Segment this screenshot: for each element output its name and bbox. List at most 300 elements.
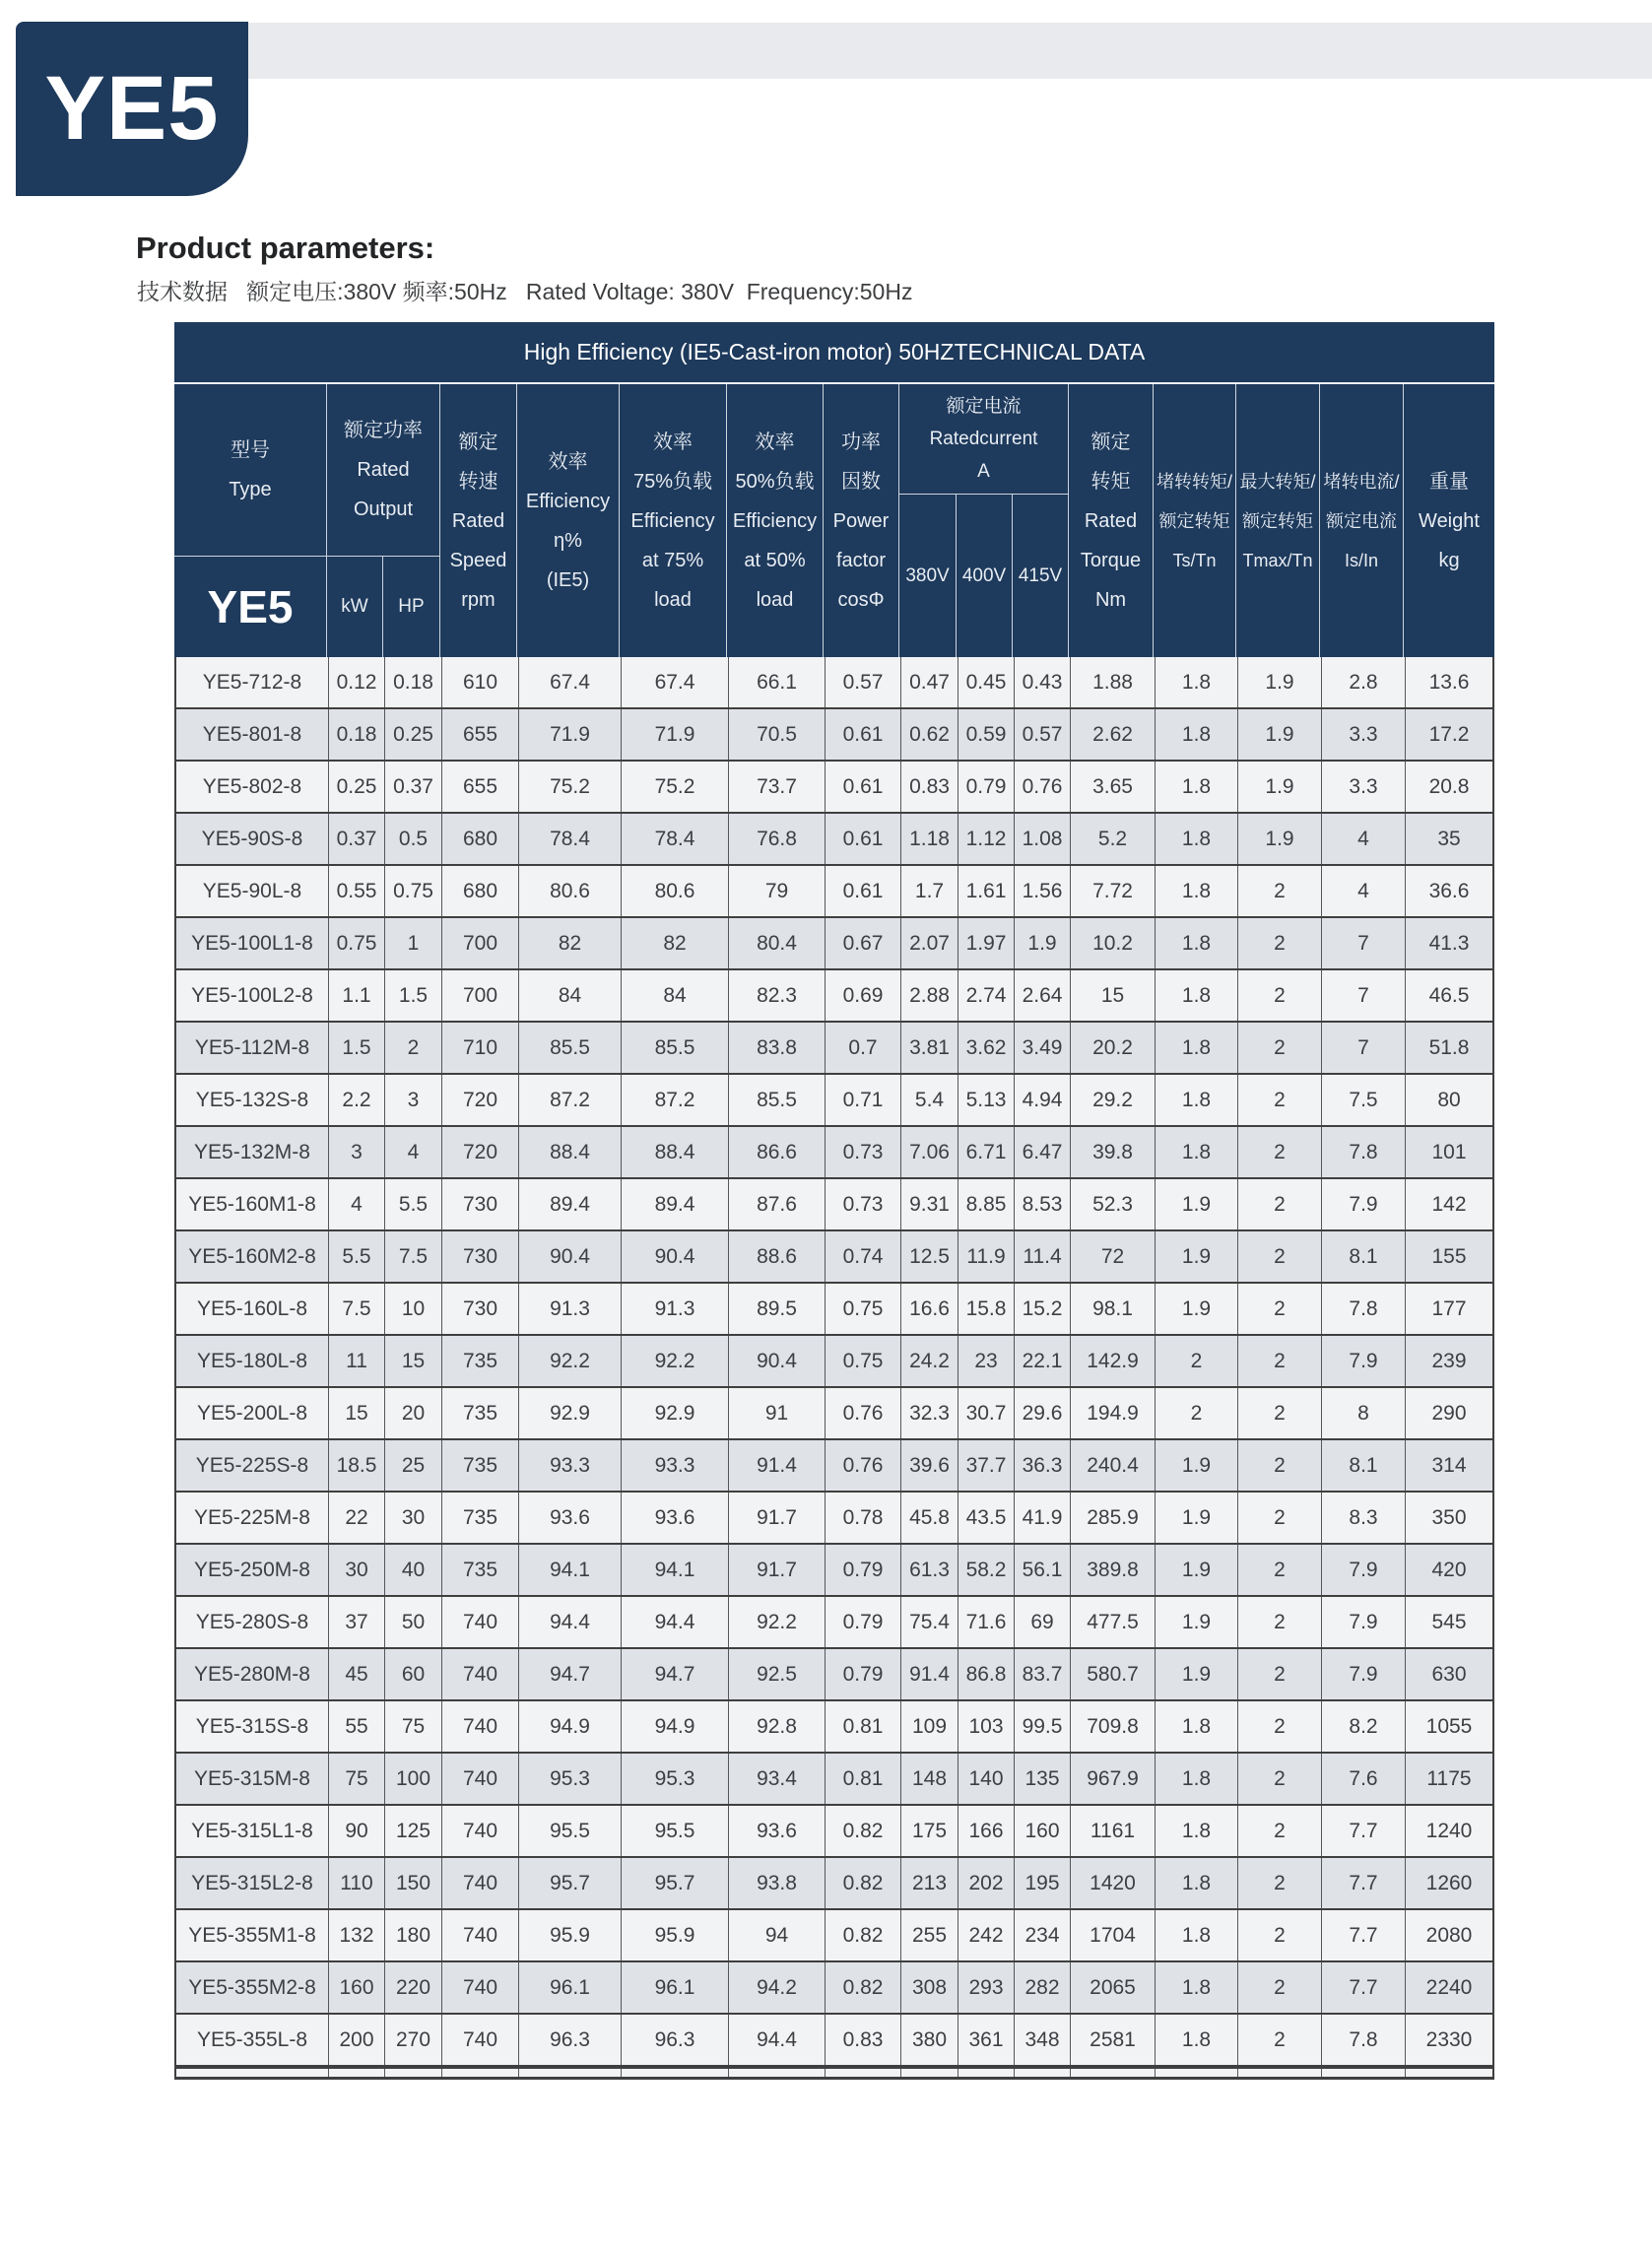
cell: 2.64 (1014, 970, 1070, 1021)
cell: YE5-200L-8 (196, 1401, 308, 1425)
cell: 24.2 (900, 1336, 958, 1386)
cell: 95.7 (621, 1858, 728, 1908)
cell: 80.6 (518, 866, 621, 916)
cell: YE5-355L-8 (196, 2027, 308, 2051)
cell: 2.62 (1070, 709, 1155, 760)
cell: 180 (384, 1910, 441, 1960)
cell: 5.4 (900, 1075, 958, 1125)
cell: 2 (1155, 1388, 1237, 1438)
cell: 1.5 (384, 970, 441, 1021)
cell: 1.9 (1155, 1597, 1237, 1647)
cell: 89.4 (518, 1179, 621, 1229)
cell (441, 2069, 518, 2077)
cell: 94.4 (518, 1597, 621, 1647)
cell: 1.12 (958, 814, 1014, 864)
cell: 730 (441, 1231, 518, 1282)
cell: 7.8 (1321, 1127, 1405, 1177)
cell: 2 (1237, 1075, 1321, 1125)
cell: 75.4 (900, 1597, 958, 1647)
cell: 0.62 (900, 709, 958, 760)
cell: 140 (958, 1754, 1014, 1804)
cell: 75.2 (518, 762, 621, 812)
cell: YE5-802-8 (202, 774, 302, 798)
cell: 2 (1237, 1806, 1321, 1856)
cell: 0.76 (825, 1440, 900, 1491)
cell (958, 2069, 1014, 2077)
cell: 740 (441, 1962, 518, 2013)
cell: 30.7 (958, 1388, 1014, 1438)
col-header-rated-torque: 额定 转矩 Rated Torque Nm (1068, 384, 1153, 657)
cell: 0.45 (958, 657, 1014, 707)
cell: 88.4 (518, 1127, 621, 1177)
cell: 1.5 (328, 1023, 384, 1073)
cell: YE5-180L-8 (196, 1349, 308, 1372)
cell: 18.5 (328, 1440, 384, 1491)
cell: 93.4 (728, 1754, 825, 1804)
cell: 4 (1321, 866, 1405, 916)
cell: 0.18 (384, 657, 441, 707)
cell: 11 (328, 1336, 384, 1386)
cell: 200 (328, 2015, 384, 2065)
cell: 93.3 (621, 1440, 728, 1491)
col-header-efficiency-75: 效率 75%负载 Efficiency at 75% load (619, 384, 726, 657)
cell: 7.72 (1070, 866, 1155, 916)
cell: 1161 (1070, 1806, 1155, 1856)
cell: 10.2 (1070, 918, 1155, 968)
cell: 92.2 (621, 1336, 728, 1386)
cell: 88.4 (621, 1127, 728, 1177)
cell: YE5-132M-8 (194, 1140, 310, 1163)
cell: 3 (384, 1075, 441, 1125)
cell: 239 (1405, 1336, 1492, 1386)
cell: 7.9 (1321, 1649, 1405, 1699)
cell: 0.83 (825, 2015, 900, 2065)
cell: 1260 (1405, 1858, 1492, 1908)
cell: 7.9 (1321, 1336, 1405, 1386)
cell: 41.3 (1405, 918, 1492, 968)
cell (621, 2069, 728, 2077)
cell: 95.3 (518, 1754, 621, 1804)
cell: 45.8 (900, 1493, 958, 1543)
cell: 91.7 (728, 1545, 825, 1595)
cell: 25 (384, 1440, 441, 1491)
cell: 87.2 (518, 1075, 621, 1125)
cell: 3.3 (1321, 709, 1405, 760)
cell: 2 (1237, 1701, 1321, 1752)
cell: 96.1 (621, 1962, 728, 2013)
cell: 7.7 (1321, 1910, 1405, 1960)
cell: 350 (1405, 1493, 1492, 1543)
cell: 7.9 (1321, 1597, 1405, 1647)
cell: 2.88 (900, 970, 958, 1021)
top-gray-bar (244, 23, 1652, 79)
cell: 4 (384, 1127, 441, 1177)
cell: 655 (441, 709, 518, 760)
cell: 36.6 (1405, 866, 1492, 916)
cell: 0.18 (328, 709, 384, 760)
cell: 95.9 (518, 1910, 621, 1960)
cell: 2 (1237, 1754, 1321, 1804)
table-row (176, 1962, 1492, 2015)
cell: 1.8 (1155, 1701, 1237, 1752)
cell: 3 (328, 1127, 384, 1177)
cell: 0.47 (900, 657, 958, 707)
cell: 293 (958, 1962, 1014, 2013)
cell: 308 (900, 1962, 958, 2013)
cell: 87.6 (728, 1179, 825, 1229)
cell: 700 (441, 918, 518, 968)
cell: 420 (1405, 1545, 1492, 1595)
cell: 735 (441, 1440, 518, 1491)
col-header-415v: 415V (1012, 495, 1068, 657)
cell: 234 (1014, 1910, 1070, 1960)
cell: 2 (1237, 2015, 1321, 2065)
cell: 270 (384, 2015, 441, 2065)
cell: 2.07 (900, 918, 958, 968)
cell: 2 (1155, 1336, 1237, 1386)
table-row (176, 1440, 1492, 1493)
cell: 89.5 (728, 1284, 825, 1334)
cell: 80.4 (728, 918, 825, 968)
table-row (176, 1284, 1492, 1336)
cell: 1055 (1405, 1701, 1492, 1752)
cell: 52.3 (1070, 1179, 1155, 1229)
cell: 1.9 (1237, 709, 1321, 760)
table-row (176, 866, 1492, 918)
cell: 95.7 (518, 1858, 621, 1908)
cell: 67.4 (621, 657, 728, 707)
cell: 0.71 (825, 1075, 900, 1125)
cell: 85.5 (518, 1023, 621, 1073)
cell: 1.56 (1014, 866, 1070, 916)
cell: 0.75 (384, 866, 441, 916)
cell: 389.8 (1070, 1545, 1155, 1595)
cell (176, 2069, 328, 2077)
cell: 92.2 (518, 1336, 621, 1386)
col-header-efficiency-50: 效率 50%负载 Efficiency at 50% load (726, 384, 823, 657)
cell: 8.85 (958, 1179, 1014, 1229)
cell: 15.8 (958, 1284, 1014, 1334)
cell: 142 (1405, 1179, 1492, 1229)
cell: 46.5 (1405, 970, 1492, 1021)
col-header-weight: 重量 Weight kg (1403, 384, 1494, 657)
table-row (176, 762, 1492, 814)
cell: 91.7 (728, 1493, 825, 1543)
cell: 99.5 (1014, 1701, 1070, 1752)
cell: 730 (441, 1179, 518, 1229)
cell: 94.7 (621, 1649, 728, 1699)
col-header-ts-tn: 堵转转矩/ 额定转矩 Ts/Tn (1153, 384, 1235, 657)
cell: 1.9 (1155, 1284, 1237, 1334)
cell: 720 (441, 1127, 518, 1177)
cell: 2065 (1070, 1962, 1155, 2013)
col-header-type: 型号 Type (174, 384, 326, 557)
cell: YE5-315M-8 (194, 1766, 310, 1790)
cell: 94.9 (621, 1701, 728, 1752)
cell: 94.7 (518, 1649, 621, 1699)
cell: 4 (1321, 814, 1405, 864)
table-row (176, 1858, 1492, 1910)
cell: 93.6 (728, 1806, 825, 1856)
cell: 8.53 (1014, 1179, 1070, 1229)
cell: 0.37 (328, 814, 384, 864)
cell: 2240 (1405, 1962, 1492, 2013)
table-row (176, 1336, 1492, 1388)
cell: YE5-132S-8 (195, 1088, 309, 1111)
cell: 709.8 (1070, 1701, 1155, 1752)
cell: 95.3 (621, 1754, 728, 1804)
cell: 95.5 (518, 1806, 621, 1856)
cell: 7.9 (1321, 1545, 1405, 1595)
cell: 1.7 (900, 866, 958, 916)
col-header-efficiency: 效率 Efficiency η% (IE5) (516, 384, 619, 657)
brand-logo (16, 22, 248, 196)
cell: 8.3 (1321, 1493, 1405, 1543)
cell: YE5-355M1-8 (188, 1923, 316, 1947)
cell: 1.8 (1155, 1075, 1237, 1125)
table-row (176, 1179, 1492, 1231)
cell: 610 (441, 657, 518, 707)
cell: 36.3 (1014, 1440, 1070, 1491)
cell: 3.81 (900, 1023, 958, 1073)
cell: 735 (441, 1336, 518, 1386)
cell: 37.7 (958, 1440, 1014, 1491)
cell: 7.6 (1321, 1754, 1405, 1804)
cell: 0.82 (825, 1858, 900, 1908)
cell: 967.9 (1070, 1754, 1155, 1804)
cell: 720 (441, 1075, 518, 1125)
cell: 194.9 (1070, 1388, 1155, 1438)
cell: 87.2 (621, 1075, 728, 1125)
cell: YE5-315S-8 (195, 1714, 309, 1738)
cell: 1.9 (1155, 1231, 1237, 1282)
cell: 45 (328, 1649, 384, 1699)
cell: 177 (1405, 1284, 1492, 1334)
cell: 94.4 (621, 1597, 728, 1647)
cell: 740 (441, 2015, 518, 2065)
cell: 166 (958, 1806, 1014, 1856)
cell: 1.9 (1014, 918, 1070, 968)
cell: 89.4 (621, 1179, 728, 1229)
cell: 7.7 (1321, 1858, 1405, 1908)
cell: 82 (621, 918, 728, 968)
cell: 735 (441, 1493, 518, 1543)
cell: 29.6 (1014, 1388, 1070, 1438)
table-header-brand: YE5 (207, 581, 294, 632)
table-row (176, 1127, 1492, 1179)
cell: YE5-100L1-8 (191, 931, 313, 955)
cell: 1.8 (1155, 814, 1237, 864)
cell: 2 (1237, 1388, 1321, 1438)
cell: 30 (384, 1493, 441, 1543)
cell: 43.5 (958, 1493, 1014, 1543)
cell: 0.74 (825, 1231, 900, 1282)
cell: 2080 (1405, 1910, 1492, 1960)
cell: 7.7 (1321, 1806, 1405, 1856)
cell: 37 (328, 1597, 384, 1647)
col-header-tmax-tn: 最大转矩/ 额定转矩 Tmax/Tn (1235, 384, 1319, 657)
cell: 2581 (1070, 2015, 1155, 2065)
cell: YE5-90L-8 (202, 879, 302, 902)
cell: 242 (958, 1910, 1014, 1960)
cell: 1.8 (1155, 1910, 1237, 1960)
cell: YE5-112M-8 (194, 1035, 310, 1059)
cell: 1.9 (1155, 1493, 1237, 1543)
cell: 1.8 (1155, 1806, 1237, 1856)
cell: 84 (621, 970, 728, 1021)
cell: 7.9 (1321, 1179, 1405, 1229)
cell: 0.73 (825, 1179, 900, 1229)
cell: 2.2 (328, 1075, 384, 1125)
cell: 69 (1014, 1597, 1070, 1647)
cell: 95.9 (621, 1910, 728, 1960)
cell: 735 (441, 1388, 518, 1438)
cell: 2330 (1405, 2015, 1492, 2065)
cell: 93.3 (518, 1440, 621, 1491)
cell: YE5-225S-8 (195, 1453, 309, 1477)
cell: 1.9 (1155, 1440, 1237, 1491)
cell: 92.9 (518, 1388, 621, 1438)
cell: 7.8 (1321, 1284, 1405, 1334)
cell: 361 (958, 2015, 1014, 2065)
cell: 7.5 (384, 1231, 441, 1282)
cell: 94.2 (728, 1962, 825, 2013)
table-row (176, 1545, 1492, 1597)
cell: 91 (728, 1388, 825, 1438)
cell: 4.94 (1014, 1075, 1070, 1125)
cell: 61.3 (900, 1545, 958, 1595)
cell: 60 (384, 1649, 441, 1699)
cell: 20.2 (1070, 1023, 1155, 1073)
cell: 1.8 (1155, 970, 1237, 1021)
cell: 80.6 (621, 866, 728, 916)
cell: YE5-315L2-8 (191, 1871, 313, 1894)
cell: 1.8 (1155, 2015, 1237, 2065)
cell: 39.6 (900, 1440, 958, 1491)
table-row (176, 1075, 1492, 1127)
cell: 150 (384, 1858, 441, 1908)
table-row (176, 1649, 1492, 1701)
cell: 132 (328, 1910, 384, 1960)
cell: 94 (728, 1910, 825, 1960)
cell: 94.4 (728, 2015, 825, 2065)
cell: 0.55 (328, 866, 384, 916)
cell: 10 (384, 1284, 441, 1334)
cell: 8.1 (1321, 1231, 1405, 1282)
cell: 67.4 (518, 657, 621, 707)
cell: 98.1 (1070, 1284, 1155, 1334)
cell: 0.67 (825, 918, 900, 968)
cell: YE5-280S-8 (195, 1610, 309, 1633)
cell: 1.8 (1155, 1754, 1237, 1804)
cell: 1.9 (1155, 1649, 1237, 1699)
cell: 40 (384, 1545, 441, 1595)
cell: 6.47 (1014, 1127, 1070, 1177)
cell: YE5-250M-8 (194, 1558, 310, 1581)
table-row (176, 1701, 1492, 1754)
cell: 1.9 (1155, 1545, 1237, 1595)
cell: 740 (441, 1858, 518, 1908)
table-row (176, 657, 1492, 709)
cell: 155 (1405, 1231, 1492, 1282)
cell: 5.2 (1070, 814, 1155, 864)
cell: 1240 (1405, 1806, 1492, 1856)
cell: 90.4 (621, 1231, 728, 1282)
cell: 0.81 (825, 1701, 900, 1752)
cell: 71.6 (958, 1597, 1014, 1647)
cell: 7 (1321, 918, 1405, 968)
cell: 0.25 (328, 762, 384, 812)
cell: 32.3 (900, 1388, 958, 1438)
cell: 35 (1405, 814, 1492, 864)
cell: 0.61 (825, 709, 900, 760)
table-row (176, 814, 1492, 866)
cell: 740 (441, 1701, 518, 1752)
cell: 0.79 (825, 1649, 900, 1699)
cell (728, 2069, 825, 2077)
cell: 1.8 (1155, 1023, 1237, 1073)
cell: 0.57 (1014, 709, 1070, 760)
cell: 11.4 (1014, 1231, 1070, 1282)
cell: 75.2 (621, 762, 728, 812)
empty-row (176, 2067, 1492, 2077)
cell: 83.7 (1014, 1649, 1070, 1699)
cell: 56.1 (1014, 1545, 1070, 1595)
cell: 160 (328, 1962, 384, 2013)
cell: 2 (1237, 1440, 1321, 1491)
cell: 93.6 (518, 1493, 621, 1543)
cell: 1.9 (1237, 762, 1321, 812)
cell: 680 (441, 814, 518, 864)
cell: 175 (900, 1806, 958, 1856)
cell: 7 (1321, 970, 1405, 1021)
cell: 220 (384, 1962, 441, 2013)
cell: 2 (1237, 1023, 1321, 1073)
table-row (176, 1910, 1492, 1962)
cell: 83.8 (728, 1023, 825, 1073)
cell: 90.4 (728, 1336, 825, 1386)
col-header-is-in: 堵转电流/ 额定电流 Is/In (1319, 384, 1403, 657)
cell: 93.6 (621, 1493, 728, 1543)
table-header (174, 384, 1494, 657)
cell: 710 (441, 1023, 518, 1073)
cell: 0.81 (825, 1754, 900, 1804)
cell (518, 2069, 621, 2077)
cell: 740 (441, 1754, 518, 1804)
cell: 2 (1237, 1127, 1321, 1177)
cell: 71.9 (621, 709, 728, 760)
cell: 1.1 (328, 970, 384, 1021)
cell: 51.8 (1405, 1023, 1492, 1073)
cell: 1.8 (1155, 709, 1237, 760)
cell: 1.97 (958, 918, 1014, 968)
cell: 11.9 (958, 1231, 1014, 1282)
cell: 0.76 (1014, 762, 1070, 812)
cell: 730 (441, 1284, 518, 1334)
cell: 0.79 (825, 1545, 900, 1595)
cell: 213 (900, 1858, 958, 1908)
cell: 103 (958, 1701, 1014, 1752)
cell: 15.2 (1014, 1284, 1070, 1334)
cell: 680 (441, 866, 518, 916)
cell: 0.59 (958, 709, 1014, 760)
cell: 86.6 (728, 1127, 825, 1177)
cell: 17.2 (1405, 709, 1492, 760)
cell: 630 (1405, 1649, 1492, 1699)
cell: 2 (1237, 1284, 1321, 1334)
cell: 94.1 (518, 1545, 621, 1595)
table-row (176, 1388, 1492, 1440)
